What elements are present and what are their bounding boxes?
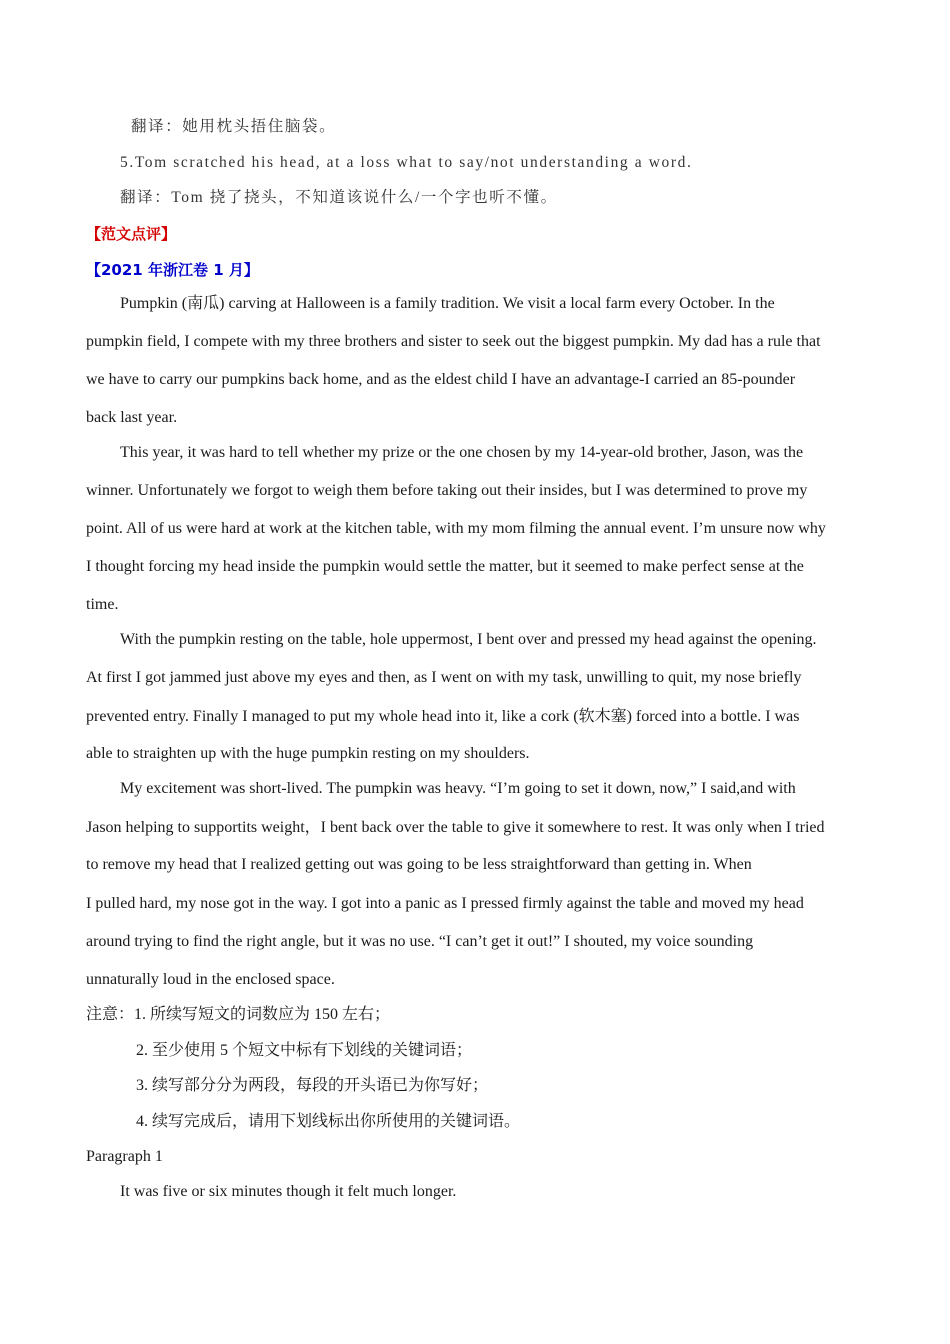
- passage-line: Pumpkin (南瓜) carving at Halloween is a family tradition. We visit a local farm every October. In the: [120, 295, 775, 312]
- notes-label: 注意：: [86, 1006, 135, 1023]
- passage-line: I pulled hard, my nose got in the way. I got into a panic as I pressed firmly against the table and moved my head: [86, 895, 804, 912]
- passage-line: winner. Unfortunately we forgot to weigh them before taking out their insides, but I was determined to prove my: [86, 482, 808, 499]
- translation-line: 翻译：Tom 挠了挠头，不知道该说什么/一个字也听不懂。: [120, 189, 558, 206]
- passage-line: around trying to find the right angle, but it was no use. “I can’t get it out!” I shouted, my voice sounding: [86, 933, 754, 950]
- passage-line: back last year.: [86, 409, 178, 426]
- passage-line: This year, it was hard to tell whether my prize or the one chosen by my 14-year-old brother, Jason, was the: [120, 444, 804, 461]
- exam-label: 【2021 年浙江卷 1 月】: [86, 261, 259, 279]
- passage-line: point. All of us were hard at work at the kitchen table, with my mom filming the annual event. I’m unsure now why: [86, 520, 826, 537]
- notes-item: 1. 所续写短文的词数应为 150 左右；: [134, 1006, 391, 1023]
- passage-line: I thought forcing my head inside the pumpkin would settle the matter, but it seemed to make perfect sense at the: [86, 558, 804, 575]
- passage-line: unnaturally loud in the enclosed space.: [86, 971, 335, 988]
- translation-line: 翻译：她用枕头捂住脑袋。: [131, 118, 337, 135]
- paragraph-label: Paragraph 1: [86, 1148, 163, 1165]
- notes-item: 3. 续写部分分为两段，每段的开头语已为你写好；: [136, 1077, 489, 1094]
- notes-item: 2. 至少使用 5 个短文中标有下划线的关键词语；: [136, 1042, 473, 1059]
- example-sentence: 5.Tom scratched his head, at a loss what to say/not understanding a word.: [120, 154, 693, 171]
- paragraph-opening: It was five or six minutes though it felt much longer.: [120, 1183, 457, 1200]
- notes-item: 4. 续写完成后，请用下划线标出你所使用的关键词语。: [136, 1113, 521, 1130]
- passage-line: prevented entry. Finally I managed to put my whole head into it, like a cork (软木塞) forced into a bottle. I was: [86, 708, 800, 725]
- section-heading: 【范文点评】: [86, 225, 177, 243]
- passage-line: time.: [86, 596, 119, 613]
- passage-line: Jason helping to supportits weight，I bent back over the table to give it somewhere to rest. It was only when I tried: [86, 819, 825, 836]
- passage-line: we have to carry our pumpkins back home, and as the eldest child I have an advantage-I carried an 85-pounder: [86, 371, 796, 388]
- notes-line: [86, 1005, 866, 1025]
- passage-line: pumpkin field, I compete with my three brothers and sister to seek out the biggest pumpkin. My dad has a rule that: [86, 333, 821, 350]
- passage-line: My excitement was short-lived. The pumpkin was heavy. “I’m going to set it down, now,” I said,and with: [120, 780, 796, 797]
- passage-line: With the pumpkin resting on the table, hole uppermost, I bent over and pressed my head against the opening.: [120, 631, 817, 648]
- passage-line: to remove my head that I realized getting out was going to be less straightforward than getting in. When: [86, 856, 752, 873]
- passage-line: able to straighten up with the huge pumpkin resting on my shoulders.: [86, 745, 530, 762]
- passage-line: At first I got jammed just above my eyes and then, as I went on with my task, unwilling to quit, my nose briefly: [86, 669, 802, 686]
